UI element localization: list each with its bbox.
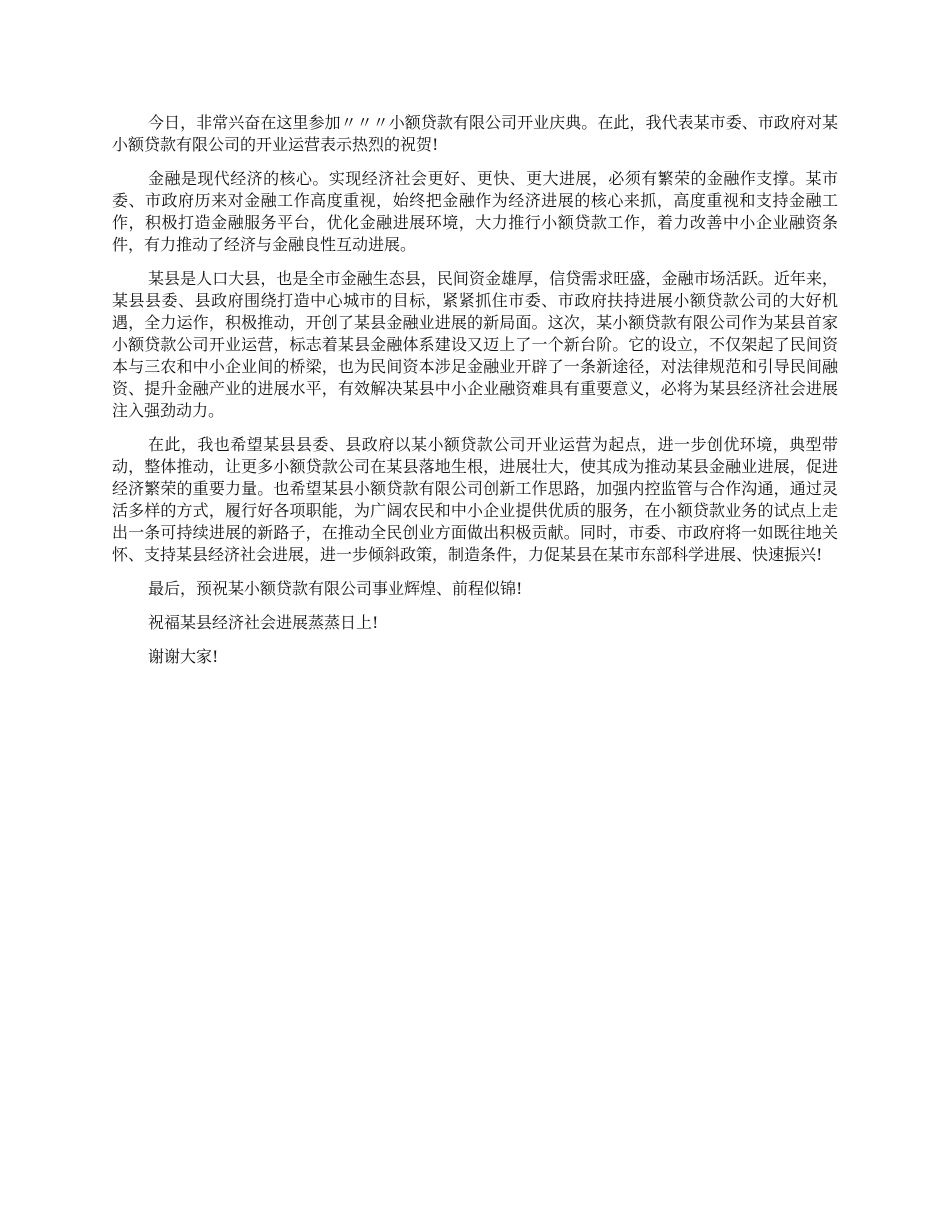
paragraph-wishes-county: 祝福某县经济社会进展蒸蒸日上! [148, 613, 379, 632]
paragraph-finance-core: 金融是现代经济的核心。实现经济社会更好、更快、更大进展，必须有繁荣的金融作支撑。某市委、市政府历来对金融工作高度重视，始终把金融作为经济进展的核心来抓，高度重视和支持金融工作，积极打造金融服务平台，优化金融进展环境，大力推行小额贷款工作，着力改善中小企业融资条件，有力推动了经济与金融良性互动进展。 [112, 169, 838, 254]
paragraph-opening: 今日，非常兴奋在这里参加〃〃〃小额贷款有限公司开业庆典。在此，我代表某市委、市政府对某小额贷款有限公司的开业运营表示热烈的祝贺! [112, 113, 838, 154]
paragraph-thanks: 谢谢大家! [148, 647, 219, 666]
paragraph-wishes-company: 最后，预祝某小额贷款有限公司事业辉煌、前程似锦! [148, 579, 523, 598]
document-body [112, 112, 838, 680]
paragraph-county-overview: 某县是人口大县，也是全市金融生态县，民间资金雄厚，信贷需求旺盛，金融市场活跃。近年来，某县县委、县政府围绕打造中心城市的目标，紧紧抓住市委、市政府扶持进展小额贷款公司的大好机遇，全力运作，积极推动，开创了某县金融业进展的新局面。这次，某小额贷款有限公司作为某县首家小额贷款公司开业运营，标志着某县金融体系建设又迈上了一个新台阶。它的设立，不仅架起了民间资本与三农和中小企业间的桥梁，也为民间资本涉足金融业开辟了一条新途径，对法律规范和引导民间融资、提升金融产业的进展水平，有效解决某县中小企业融资难具有重要意义，必将为某县经济社会进展注入强劲动力。 [112, 269, 838, 420]
paragraph-hopes: 在此，我也希望某县县委、县政府以某小额贷款公司开业运营为起点，进一步创优环境，典型带动，整体推动，让更多小额贷款公司在某县落地生根，进展壮大，使其成为推动某县金融业进展，促进经济繁荣的重要力量。也希望某县小额贷款有限公司创新工作思路，加强内控监管与合作沟通，通过灵活多样的方式，履行好各项职能，为广阔农民和中小企业提供优质的服务，在小额贷款业务的试点上走出一条可持续进展的新路子，在推动全民创业方面做出积极贡献。同时，市委、市政府将一如既往地关怀、支持某县经济社会进展，进一步倾斜政策，制造条件，力促某县在某市东部科学进展、快速振兴! [112, 435, 838, 564]
